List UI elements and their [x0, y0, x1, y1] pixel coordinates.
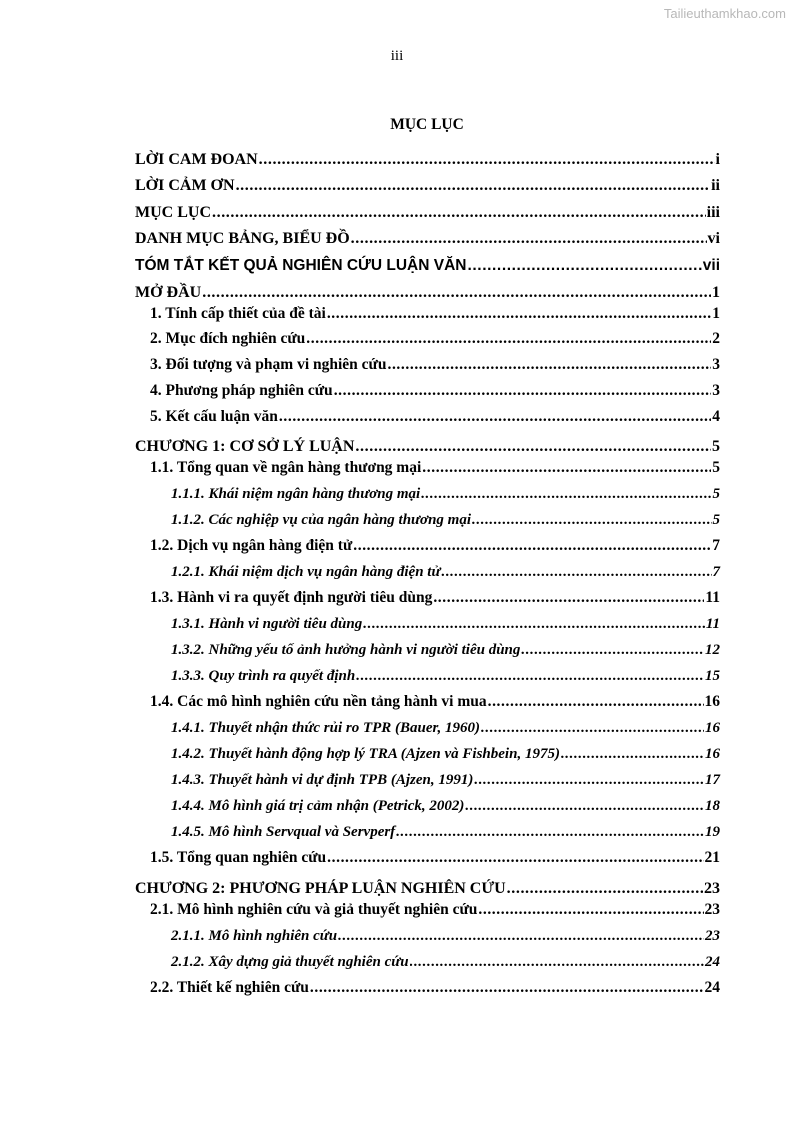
- toc-entry[interactable]: [171, 926, 720, 946]
- dot-leader: [353, 536, 711, 556]
- dot-leader: [351, 229, 707, 249]
- toc-entry[interactable]: [171, 562, 720, 582]
- dot-leader: [212, 203, 706, 223]
- dot-leader: [356, 666, 704, 686]
- dot-leader: [387, 355, 711, 375]
- toc-entry-page: iii: [706, 204, 720, 221]
- toc-entry[interactable]: [150, 381, 720, 401]
- toc-entry[interactable]: [150, 304, 720, 324]
- page-number: iii: [390, 48, 404, 64]
- watermark: Tailieuthamkhao.com: [663, 6, 786, 21]
- toc-entry-title: 1.2.1. Khái niệm dịch vụ ngân hàng điện tử: [171, 564, 441, 580]
- dot-leader: [355, 437, 711, 457]
- toc-entry-title: 1.3.3. Quy trình ra quyết định: [171, 668, 356, 684]
- toc-entry[interactable]: [171, 744, 720, 764]
- toc-entry[interactable]: [150, 900, 720, 920]
- toc-entry-page: 1: [712, 284, 720, 301]
- dot-leader: [306, 329, 711, 349]
- toc-entry-title: 2.1.2. Xây dựng giả thuyết nghiên cứu: [171, 954, 409, 970]
- toc-entry[interactable]: [171, 822, 720, 842]
- toc-entry-page: 3: [712, 356, 720, 373]
- toc-entry-title: 1.5. Tổng quan nghiên cứu: [150, 849, 327, 866]
- toc-entry-page: 21: [704, 849, 720, 866]
- dot-leader: [202, 283, 711, 303]
- dot-leader: [465, 796, 704, 816]
- toc-entry[interactable]: [171, 718, 720, 738]
- toc-entry-title: LỜI CẢM ƠN: [135, 177, 235, 194]
- toc-entry[interactable]: [150, 458, 720, 478]
- dot-leader: [421, 484, 711, 504]
- toc-entry-page: 7: [712, 564, 720, 580]
- dot-leader: [363, 614, 705, 634]
- dot-leader: [507, 879, 703, 899]
- toc-entry[interactable]: [135, 229, 720, 249]
- toc-entry-page: 23: [704, 880, 720, 897]
- toc-entry-title: 1.4. Các mô hình nghiên cứu nền tảng hành vi mua: [150, 693, 487, 710]
- toc-entry-title: MỤC LỤC: [135, 204, 211, 221]
- toc-entry-page: 5: [712, 512, 720, 528]
- toc-entry[interactable]: [150, 692, 720, 712]
- toc-entry[interactable]: [150, 355, 720, 375]
- toc-entry-page: ii: [711, 177, 720, 194]
- dot-leader: [433, 588, 704, 608]
- toc-entry-page: 24: [705, 954, 720, 970]
- toc-entry-page: i: [715, 151, 720, 168]
- toc-entry-page: 5: [712, 459, 720, 476]
- toc-entry[interactable]: [171, 510, 720, 530]
- toc-entry-title: CHƯƠNG 2: PHƯƠNG PHÁP LUẬN NGHIÊN CỨU: [135, 880, 506, 897]
- dot-leader: [327, 304, 711, 324]
- dot-leader: [259, 150, 715, 170]
- toc-entry[interactable]: [171, 484, 720, 504]
- toc-entry-title: TÓM TẮT KẾT QUẢ NGHIÊN CỨU LUẬN VĂN: [135, 257, 467, 274]
- toc-entry[interactable]: [171, 666, 720, 686]
- toc-entry-title: LỜI CAM ĐOAN: [135, 151, 258, 168]
- toc-entry-title: DANH MỤC BẢNG, BIỂU ĐỒ: [135, 230, 350, 247]
- toc-entry-title: 1.1.1. Khái niệm ngân hàng thương mại: [171, 486, 421, 502]
- toc-entry[interactable]: [150, 407, 720, 427]
- toc-entry-title: 1. Tính cấp thiết của đề tài: [150, 305, 326, 322]
- toc-entry[interactable]: [150, 588, 720, 608]
- toc-entry-page: 7: [712, 537, 720, 554]
- toc-entry[interactable]: [135, 176, 720, 196]
- toc-entry-title: 2.2. Thiết kế nghiên cứu: [150, 979, 309, 996]
- toc-entry-page: 3: [712, 382, 720, 399]
- toc-entry[interactable]: [150, 978, 720, 998]
- toc-entry[interactable]: [135, 256, 720, 276]
- toc-entry-page: 4: [712, 408, 720, 425]
- toc-entry[interactable]: [150, 536, 720, 556]
- toc-entry-title: 3. Đối tượng và phạm vi nghiên cứu: [150, 356, 387, 373]
- dot-leader: [561, 744, 704, 764]
- dot-leader: [488, 692, 704, 712]
- toc-entry-title: 1.4.2. Thuyết hành động hợp lý TRA (Ajzen và Fishbein, 1975): [171, 746, 560, 762]
- toc-entry[interactable]: [171, 796, 720, 816]
- dot-leader: [236, 176, 711, 196]
- dot-leader: [481, 718, 704, 738]
- toc-entry-title: MỞ ĐẦU: [135, 284, 202, 301]
- toc-entry[interactable]: [135, 150, 720, 170]
- dot-leader: [279, 407, 711, 427]
- toc-entry-title: 1.3.1. Hành vi người tiêu dùng: [171, 616, 363, 632]
- toc-entry-page: 12: [705, 642, 720, 658]
- toc-entry-title: 4. Phương pháp nghiên cứu: [150, 382, 333, 399]
- dot-leader: [474, 770, 704, 790]
- toc-entry-page: 16: [705, 746, 720, 762]
- dot-leader: [521, 640, 704, 660]
- toc-entry-title: 2. Mục đích nghiên cứu: [150, 330, 306, 347]
- toc-entry[interactable]: [135, 203, 720, 223]
- toc-entry-page: 23: [704, 901, 720, 918]
- dot-leader: [334, 381, 712, 401]
- toc-entry-page: 1: [712, 305, 720, 322]
- page-title: MỤC LỤC: [390, 116, 464, 133]
- toc-entry[interactable]: [150, 329, 720, 349]
- toc-entry-page: 5: [712, 486, 720, 502]
- toc-entry-page: 5: [712, 438, 720, 455]
- dot-leader: [338, 926, 704, 946]
- dot-leader: [472, 510, 711, 530]
- toc-entry-title: 5. Kết cấu luận văn: [150, 408, 278, 425]
- toc-entry[interactable]: [171, 640, 720, 660]
- toc-entry-title: 1.4.3. Thuyết hành vi dự định TPB (Ajzen, 1991): [171, 772, 474, 788]
- dot-leader: [441, 562, 711, 582]
- toc-entry[interactable]: [171, 952, 720, 972]
- dot-leader: [478, 900, 703, 920]
- toc-entry-page: 11: [705, 616, 720, 632]
- toc-entry-page: 11: [705, 589, 720, 606]
- dot-leader: [422, 458, 711, 478]
- toc-entry-page: 17: [705, 772, 720, 788]
- dot-leader: [310, 978, 704, 998]
- dot-leader: [467, 256, 701, 276]
- toc-entry[interactable]: [135, 879, 720, 899]
- toc-entry-title: 1.3. Hành vi ra quyết định người tiêu dùng: [150, 589, 433, 606]
- toc-entry[interactable]: [150, 848, 720, 868]
- toc-entry-title: 1.4.1. Thuyết nhận thức rủi ro TPR (Bauer, 1960): [171, 720, 481, 736]
- toc-entry-page: vii: [702, 257, 720, 274]
- toc-entry-title: 1.1.2. Các nghiệp vụ của ngân hàng thương mại: [171, 512, 472, 528]
- toc-entry-title: 1.4.5. Mô hình Servqual và Servperf: [171, 824, 396, 840]
- toc-entry-page: 19: [705, 824, 720, 840]
- toc-entry[interactable]: [135, 437, 720, 457]
- toc-entry-page: 15: [705, 668, 720, 684]
- dot-leader: [396, 822, 704, 842]
- toc-entry-page: 24: [704, 979, 720, 996]
- toc-entry-page: 23: [705, 928, 720, 944]
- toc-entry-title: 1.4.4. Mô hình giá trị cảm nhận (Petrick, 2002): [171, 798, 465, 814]
- toc-entry[interactable]: [171, 770, 720, 790]
- dot-leader: [410, 952, 704, 972]
- toc-entry-title: 1.3.2. Những yếu tố ảnh hưởng hành vi người tiêu dùng: [171, 642, 521, 658]
- toc-entry[interactable]: [135, 283, 720, 303]
- toc-entry-title: 1.2. Dịch vụ ngân hàng điện tử: [150, 537, 353, 554]
- toc-entry-title: 1.1. Tổng quan về ngân hàng thương mại: [150, 459, 422, 476]
- toc-entry-page: 18: [705, 798, 720, 814]
- toc-entry-title: 2.1. Mô hình nghiên cứu và giả thuyết nghiên cứu: [150, 901, 478, 918]
- toc-entry-title: 2.1.1. Mô hình nghiên cứu: [171, 928, 338, 944]
- toc-entry[interactable]: [171, 614, 720, 634]
- dot-leader: [327, 848, 703, 868]
- toc-entry-page: 16: [705, 720, 720, 736]
- toc-entry-title: CHƯƠNG 1: CƠ SỞ LÝ LUẬN: [135, 438, 355, 455]
- toc-entry-page: vi: [707, 230, 720, 247]
- toc-entry-page: 16: [704, 693, 720, 710]
- toc-entry-page: 2: [712, 330, 720, 347]
